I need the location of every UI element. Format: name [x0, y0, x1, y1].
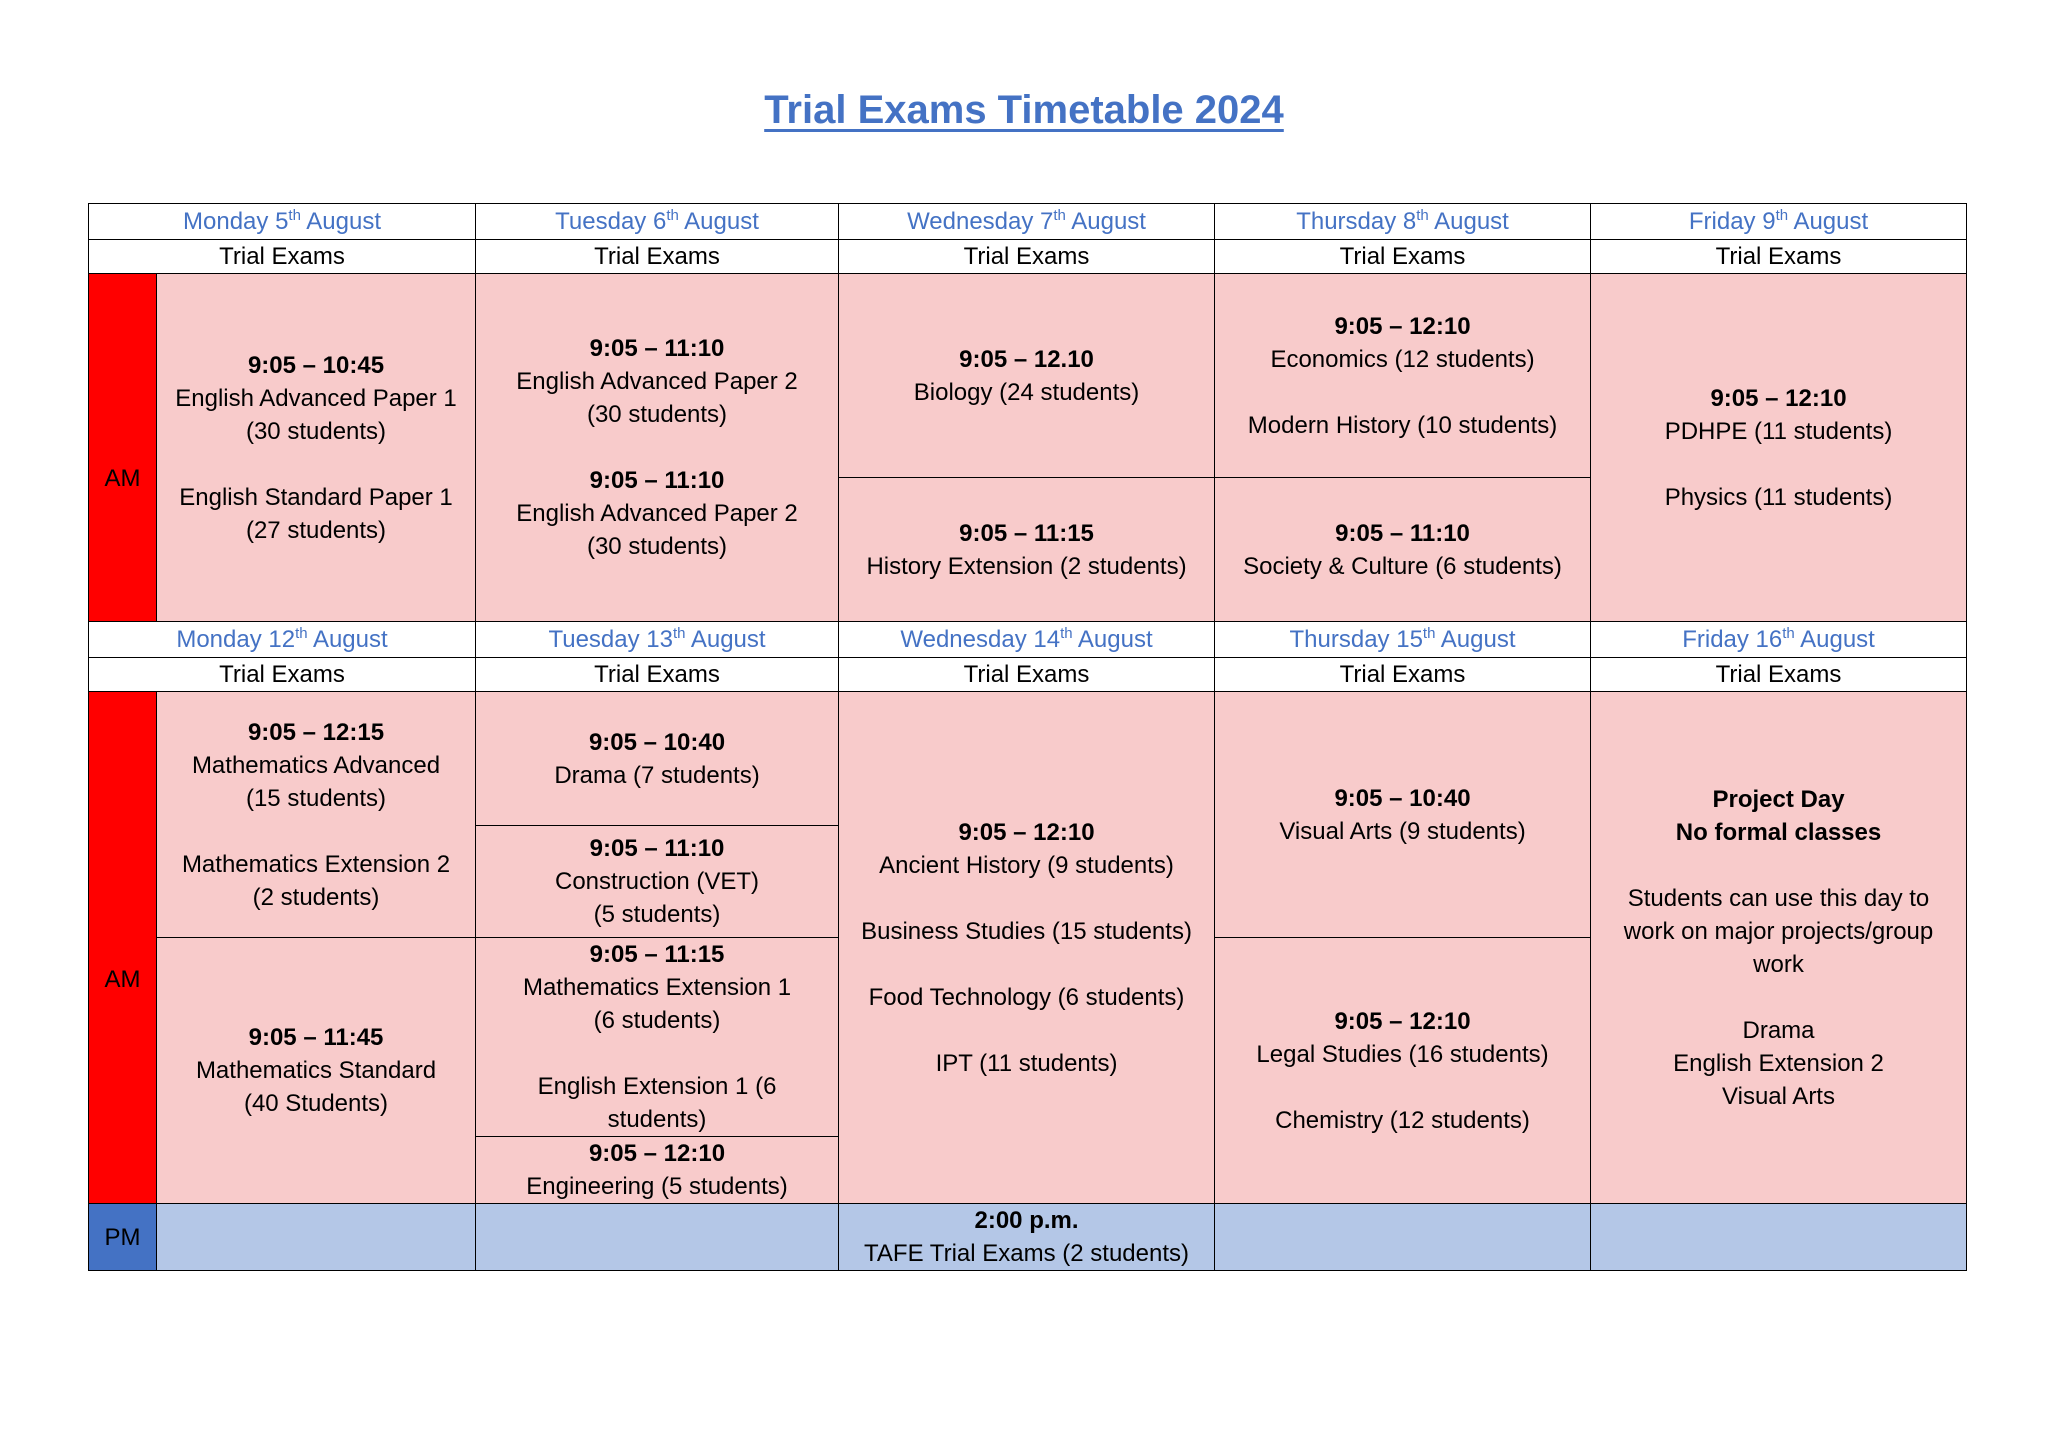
exam-cell: 9:05 – 11:15 History Extension (2 students): [839, 478, 1215, 622]
day-header: Monday 5th August: [89, 204, 476, 240]
exam-cell: 9:05 – 12:10 Engineering (5 students): [476, 1137, 839, 1204]
exam-cell: 9:05 – 12.10 Biology (24 students): [839, 274, 1215, 478]
day-header: Wednesday 7th August: [839, 204, 1215, 240]
day-subheader: Trial Exams: [839, 240, 1215, 274]
day-subheader: Trial Exams: [839, 658, 1215, 692]
pm-cell: 2:00 p.m. TAFE Trial Exams (2 students): [839, 1204, 1215, 1271]
exam-cell: 9:05 – 12:10 PDHPE (11 students) Physics (11 students): [1591, 274, 1967, 622]
day-header: Tuesday 13th August: [476, 622, 839, 658]
am-label: AM: [89, 692, 157, 1204]
timetable: [88, 203, 1967, 1271]
exam-cell: 9:05 – 12:10 Ancient History (9 students) Business Studies (15 students) Food Technology (6 students) IPT (11 students): [839, 692, 1215, 1204]
week2-sub-row: [89, 658, 1967, 692]
exam-cell: 9:05 – 12:10 Economics (12 students) Modern History (10 students): [1215, 274, 1591, 478]
day-subheader: Trial Exams: [476, 658, 839, 692]
day-header: Friday 9th August: [1591, 204, 1967, 240]
exam-cell: 9:05 – 11:10 Construction (VET) (5 students): [476, 826, 839, 938]
pm-label: PM: [89, 1204, 157, 1271]
week1-sub-row: [89, 240, 1967, 274]
day-subheader: Trial Exams: [89, 658, 476, 692]
week2-am-row-a: [89, 692, 1967, 826]
am-label: AM: [89, 274, 157, 622]
exam-cell: 9:05 – 11:10 English Advanced Paper 2 (30 students) 9:05 – 11:10 English Advanced Paper 2 (30 students): [476, 274, 839, 622]
day-header: Wednesday 14th August: [839, 622, 1215, 658]
day-subheader: Trial Exams: [1215, 240, 1591, 274]
day-header: Thursday 8th August: [1215, 204, 1591, 240]
exam-cell: 9:05 – 12:15 Mathematics Advanced (15 students) Mathematics Extension 2 (2 students): [157, 692, 476, 938]
day-subheader: Trial Exams: [89, 240, 476, 274]
page-title: Trial Exams Timetable 2024: [764, 88, 1284, 132]
week1-day-row: [89, 204, 1967, 240]
exam-cell: 9:05 – 10:40 Visual Arts (9 students): [1215, 692, 1591, 938]
week1-am-row-a: [89, 274, 1967, 478]
exam-cell: 9:05 – 11:15 Mathematics Extension 1 (6 students) English Extension 1 (6 students): [476, 938, 839, 1137]
day-header: Friday 16th August: [1591, 622, 1967, 658]
day-header: Tuesday 6th August: [476, 204, 839, 240]
pm-cell: [1215, 1204, 1591, 1271]
day-header: Thursday 15th August: [1215, 622, 1591, 658]
day-subheader: Trial Exams: [1591, 240, 1967, 274]
exam-cell: 9:05 – 12:10 Legal Studies (16 students) Chemistry (12 students): [1215, 938, 1591, 1204]
pm-cell: [157, 1204, 476, 1271]
day-subheader: Trial Exams: [1215, 658, 1591, 692]
exam-cell: Project Day No formal classes Students can use this day to work on major projects/group work Drama English Extension 2 Visual Arts: [1591, 692, 1967, 1204]
exam-cell: 9:05 – 11:10 Society & Culture (6 students): [1215, 478, 1591, 622]
pm-cell: [1591, 1204, 1967, 1271]
exam-cell: 9:05 – 10:40 Drama (7 students): [476, 692, 839, 826]
week2-pm-row: [89, 1204, 1967, 1271]
week2-day-row: [89, 622, 1967, 658]
day-subheader: Trial Exams: [476, 240, 839, 274]
day-subheader: Trial Exams: [1591, 658, 1967, 692]
pm-cell: [476, 1204, 839, 1271]
exam-cell: 9:05 – 11:45 Mathematics Standard (40 Students): [157, 938, 476, 1204]
day-header: Monday 12th August: [89, 622, 476, 658]
exam-cell: 9:05 – 10:45 English Advanced Paper 1 (30 students) English Standard Paper 1 (27 students): [157, 274, 476, 622]
